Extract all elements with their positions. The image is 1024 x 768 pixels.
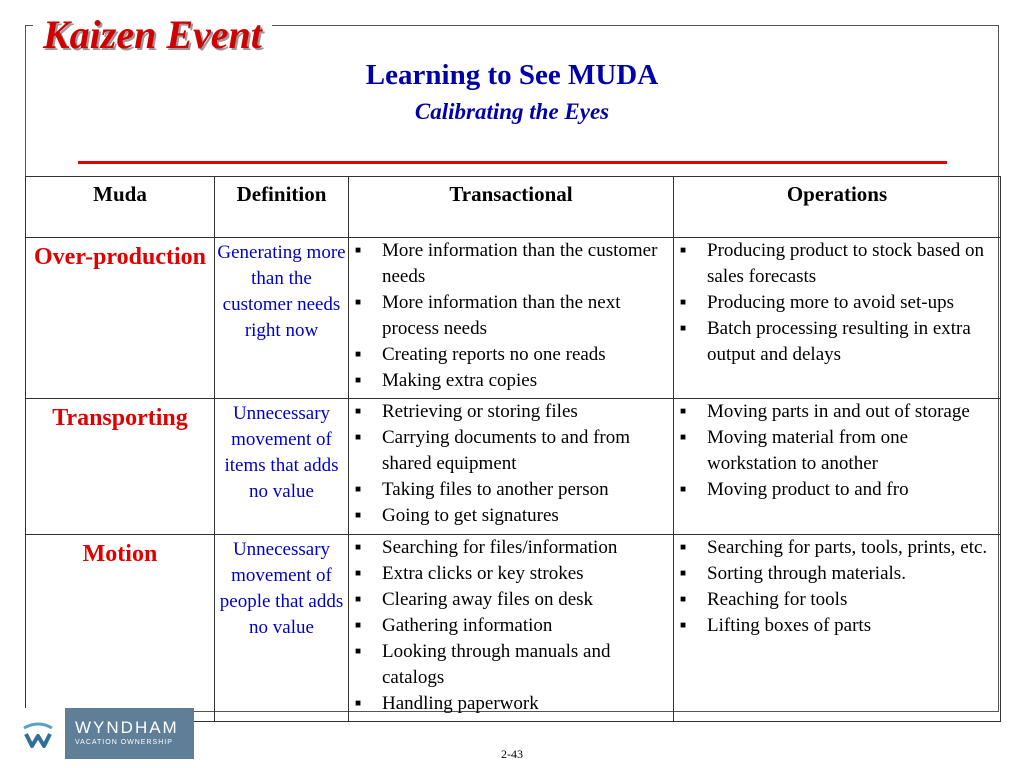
header-definition: Definition xyxy=(215,177,349,238)
title-divider xyxy=(78,161,947,164)
list-item: ■ Extra clicks or key strokes xyxy=(355,563,584,584)
definition-cell: Unnecessary movement of items that adds no value xyxy=(215,399,349,535)
list-item: ■ Clearing away files on desk xyxy=(355,589,594,610)
slide-brand-title: Kaizen Event xyxy=(33,10,272,60)
operations-list xyxy=(674,238,1000,368)
table-header-row xyxy=(26,177,1001,238)
operations-cell xyxy=(674,535,1001,722)
list-item: ■ More information than the next process needs xyxy=(355,292,621,339)
list-item: ■ Searching for parts, tools, prints, etc. xyxy=(680,537,988,558)
list-item: ■ Making extra copies xyxy=(355,370,538,391)
transactional-list xyxy=(349,399,673,529)
list-item: ■ Gathering information xyxy=(355,615,553,636)
list-item: ■ Moving product to and fro xyxy=(680,479,909,500)
table-row xyxy=(26,238,1001,399)
list-item: ■ Handling paperwork xyxy=(355,693,539,714)
muda-cell: Over-production xyxy=(26,238,215,399)
list-item: ■ More information than the customer needs xyxy=(355,240,658,287)
operations-list xyxy=(674,535,1000,639)
logo-sub-text: VACATION OWNERSHIP xyxy=(75,738,173,746)
transactional-list xyxy=(349,535,673,717)
table-row xyxy=(26,535,1001,722)
slide-title: Learning to See MUDA xyxy=(365,59,659,91)
list-item: ■ Sorting through materials. xyxy=(680,563,906,584)
definition-cell: Unnecessary movement of people that adds no value xyxy=(215,535,349,722)
muda-cell: Transporting xyxy=(26,399,215,535)
list-item: ■ Creating reports no one reads xyxy=(355,344,606,365)
transactional-cell xyxy=(349,399,674,535)
list-item: ■ Producing product to stock based on sales forecasts xyxy=(680,240,985,287)
transactional-cell xyxy=(349,238,674,399)
slide-subtitle: Calibrating the Eyes xyxy=(414,99,610,124)
table-row xyxy=(26,399,1001,535)
header-transactional: Transactional xyxy=(349,177,674,238)
definition-cell: Generating more than the customer needs right now xyxy=(215,238,349,399)
header-operations: Operations xyxy=(674,177,1001,238)
header-muda: Muda xyxy=(26,177,215,238)
operations-list xyxy=(674,399,1000,503)
list-item: ■ Looking through manuals and catalogs xyxy=(355,641,611,688)
muda-cell: Motion xyxy=(26,535,215,722)
transactional-list xyxy=(349,238,673,394)
list-item: ■ Going to get signatures xyxy=(355,505,559,526)
list-item: ■ Reaching for tools xyxy=(680,589,848,610)
list-item: ■ Searching for files/information xyxy=(355,537,618,558)
list-item: ■ Taking files to another person xyxy=(355,479,609,500)
muda-table xyxy=(25,176,1001,722)
list-item: ■ Retrieving or storing files xyxy=(355,401,578,422)
transactional-cell xyxy=(349,535,674,722)
list-item: ■ Carrying documents to and from shared equipment xyxy=(355,427,631,474)
operations-cell xyxy=(674,399,1001,535)
list-item: ■ Moving material from one workstation to another xyxy=(680,427,909,474)
page-number: 2-43 xyxy=(501,747,523,761)
list-item: ■ Moving parts in and out of storage xyxy=(680,401,970,422)
list-item: ■ Lifting boxes of parts xyxy=(680,615,872,636)
list-item: ■ Producing more to avoid set-ups xyxy=(680,292,954,313)
list-item: ■ Batch processing resulting in extra output and delays xyxy=(680,318,971,365)
operations-cell xyxy=(674,238,1001,399)
logo-brand-text: WYNDHAM xyxy=(75,717,179,737)
